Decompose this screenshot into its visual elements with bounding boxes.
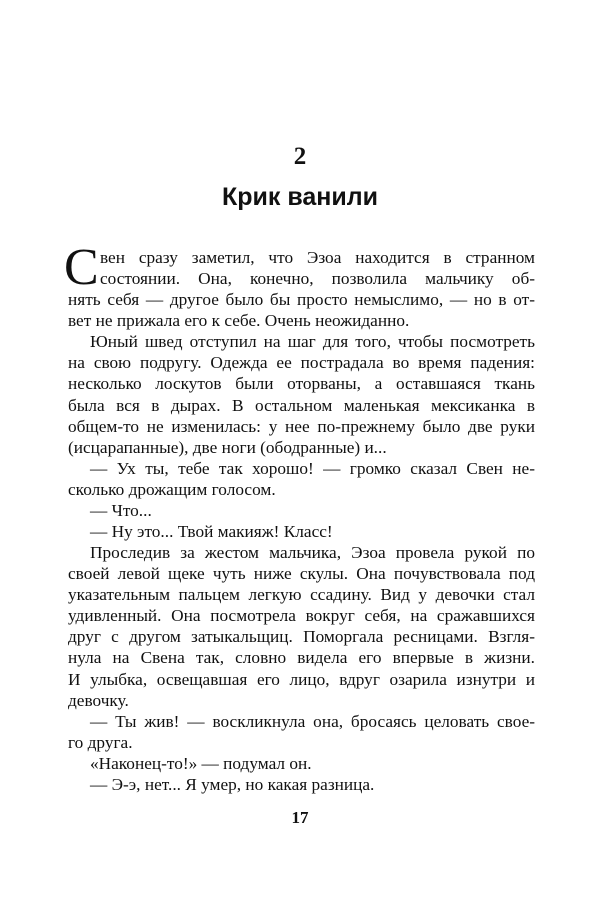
text-line: «Наконец-то!» — подумал он. [90,753,312,773]
text-line: И улыбка, освещавшая его лицо, вдруг озарила изнутри и [68,669,535,689]
text-line: друг с другом затыкальщиц. Поморгала ресницами. Взгля- [68,627,535,647]
text-line: состоянии. Она, конечно, позволила мальчику об- [100,269,535,289]
body-text [68,247,535,795]
drop-cap: С [64,239,99,296]
text-line: на свою подругу. Одежда ее пострадала во время падения: [68,353,535,373]
text-line: — Э-э, нет... Я умер, но какая разница. [90,774,375,794]
text-line: общем-то не изменилась: у нее по-прежнему было две руки [68,416,535,436]
text-line: — Ну это... Твой макияж! Класс! [90,522,333,542]
chapter-number: 2 [293,143,307,170]
text-line: нять себя — другое было бы просто немыслимо, — но в от- [68,290,535,310]
text-line: вет не прижала его к себе. Очень неожиданно. [68,311,410,331]
text-line: своей левой щеке чуть ниже скулы. Она почувствовала под [68,564,535,584]
text-line: Проследив за жестом мальчика, Эзоа провела рукой по [90,543,535,563]
text-line: Юный швед отступил на шаг для того, чтобы посмотреть [90,332,535,352]
text-line: вен сразу заметил, что Эзоа находится в странном [100,248,535,267]
text-line: — Ты жив! — воскликнула она, бросаясь целовать свое- [90,711,535,731]
text-line: го друга. [68,732,133,752]
text-line: была вся в дырах. В остальном маленькая мексиканка в [68,395,535,415]
text-line: девочку. [68,690,129,710]
page-number: 17 [291,808,309,827]
text-line: указательным пальцем легкую ссадину. Вид у девочки стал [68,585,535,605]
chapter-title: Крик ванили [221,183,379,211]
text-line: сколько дрожащим голосом. [68,479,276,499]
text-line: (исцарапанные), две ноги (ободранные) и... [68,437,387,457]
text-line: — Ух ты, тебе так хорошо! — громко сказал Свен не- [90,458,535,478]
text-line: нула на Свена так, словно видела его впервые в жизни. [68,648,535,668]
text-line: — Что... [90,500,152,520]
text-line: несколько лоскутов были оторваны, а оставшаяся ткань [68,374,535,394]
text-line: удивленный. Она посмотрела вокруг себя, на сражавшихся [68,606,535,626]
